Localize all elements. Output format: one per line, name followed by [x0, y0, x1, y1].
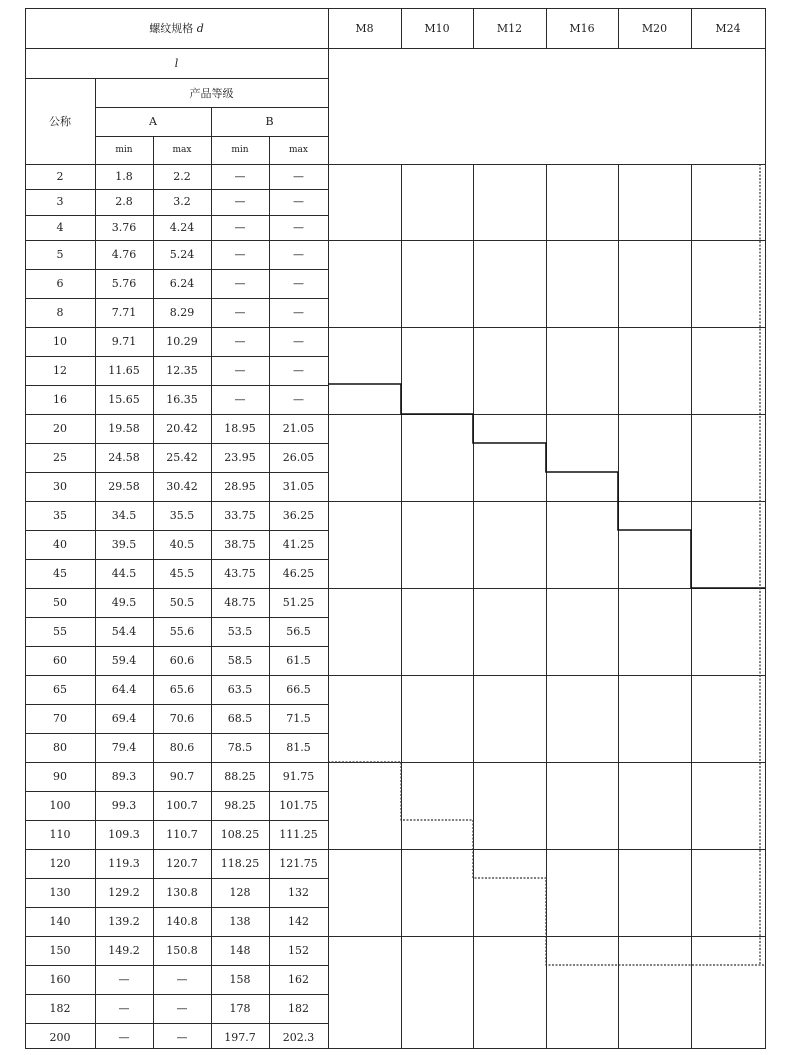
grade-b-min-cell: — — [234, 170, 246, 184]
nominal-length-cell: 30 — [53, 479, 67, 493]
size-header-m16: M16 — [569, 21, 595, 35]
max-length-boundary — [328, 164, 765, 965]
grade-b-min-cell: 33.75 — [224, 508, 256, 522]
b-max-header: max — [289, 145, 308, 155]
grade-a-min-cell: — — [118, 972, 130, 986]
nominal-length-cell: 2 — [56, 170, 64, 184]
grade-b-max-cell: — — [293, 392, 304, 406]
size-header-m12: M12 — [496, 21, 523, 35]
a-min-header: min — [115, 145, 133, 155]
grade-b-min-cell: 88.25 — [224, 769, 256, 783]
grade-a-min-cell: 15.65 — [108, 392, 140, 406]
grade-a-max-cell: 150.8 — [166, 943, 198, 957]
grade-a-max-cell: 50.5 — [169, 595, 195, 609]
grade-a-max-cell: — — [176, 1001, 188, 1015]
grade-b-max-cell: — — [293, 220, 304, 234]
grade-a-max-cell: 110.7 — [166, 827, 198, 841]
grade-a-max-cell: 12.35 — [166, 363, 198, 377]
grade-b-max-cell: — — [293, 305, 304, 319]
grade-a-max-cell: 5.24 — [169, 247, 195, 261]
nominal-header: 公称 — [49, 115, 71, 128]
grade-b-min-cell: — — [234, 247, 246, 261]
min-length-boundary — [328, 384, 765, 588]
grade-b-max-cell: 31.05 — [282, 479, 315, 493]
grade-a-min-cell: 54.4 — [111, 624, 137, 638]
nominal-length-cell: 3 — [56, 195, 64, 209]
b-min-header: min — [231, 145, 249, 155]
grade-b-max-cell: 132 — [288, 885, 309, 899]
grade-b-max-cell: 61.5 — [286, 653, 311, 667]
grade-a-max-cell: 40.5 — [169, 537, 195, 551]
grade-b-min-cell: 148 — [229, 943, 251, 957]
grade-a-min-cell: 69.4 — [111, 711, 137, 725]
grade-b-min-cell: 98.25 — [224, 798, 256, 812]
grade-a-max-cell: 10.29 — [166, 334, 198, 348]
grade-b-min-cell: 118.25 — [220, 856, 260, 870]
grade-b-max-cell: 21.05 — [282, 421, 315, 435]
grade-a-min-cell: — — [118, 1001, 130, 1015]
grade-b-min-cell: 43.75 — [224, 566, 256, 580]
grade-a-max-cell: 70.6 — [169, 711, 195, 725]
grade-b-min-cell: 178 — [229, 1001, 251, 1015]
grade-b-header: B — [265, 115, 274, 128]
nominal-length-cell: 16 — [53, 392, 67, 406]
size-header-m20: M20 — [641, 21, 668, 35]
nominal-length-cell: 50 — [53, 595, 67, 609]
grade-b-max-cell: 142 — [288, 914, 309, 928]
nominal-length-cell: 35 — [53, 508, 67, 522]
grade-a-max-cell: 25.42 — [166, 450, 198, 464]
nominal-length-cell: 140 — [49, 914, 71, 928]
nominal-length-cell: 40 — [53, 537, 67, 551]
grade-a-min-cell: 64.4 — [111, 682, 137, 696]
grade-b-min-cell: 48.75 — [224, 595, 256, 609]
grade-a-max-cell: 4.24 — [169, 220, 195, 234]
grade-a-min-cell: 59.4 — [111, 653, 137, 667]
grade-a-min-cell: 2.8 — [115, 195, 133, 209]
grade-b-min-cell: 68.5 — [227, 711, 253, 725]
grade-b-max-cell: 162 — [288, 972, 309, 986]
size-header-m8: M8 — [355, 21, 374, 35]
grade-b-min-cell: — — [234, 305, 246, 319]
grade-a-min-cell: 3.76 — [111, 220, 137, 234]
grade-a-min-cell: 29.58 — [108, 479, 140, 493]
grade-b-min-cell: — — [234, 220, 246, 234]
grade-a-min-cell: 34.5 — [111, 508, 137, 522]
grade-a-max-cell: 30.42 — [166, 479, 198, 493]
nominal-length-cell: 60 — [53, 653, 67, 667]
grade-b-max-cell: — — [293, 363, 304, 377]
grade-a-max-cell: 2.2 — [173, 170, 191, 184]
grade-b-max-cell: 56.5 — [286, 624, 311, 638]
grade-a-max-cell: 80.6 — [169, 740, 195, 754]
grade-b-min-cell: — — [234, 363, 246, 377]
grade-a-min-cell: — — [118, 1030, 130, 1044]
grade-a-min-cell: 4.76 — [111, 247, 137, 261]
grade-a-max-cell: 20.42 — [166, 421, 198, 435]
grade-a-min-cell: 11.65 — [108, 363, 140, 377]
grade-b-max-cell: — — [293, 334, 304, 348]
grade-b-max-cell: — — [293, 170, 304, 184]
length-header: l — [174, 56, 179, 70]
nominal-length-cell: 12 — [53, 363, 67, 377]
grade-a-min-cell: 149.2 — [108, 943, 140, 957]
grade-a-min-cell: 39.5 — [111, 537, 137, 551]
grade-b-min-cell: 158 — [229, 972, 251, 986]
grade-a-max-cell: 65.6 — [169, 682, 195, 696]
grade-a-max-cell: — — [176, 1030, 188, 1044]
nominal-length-cell: 100 — [49, 798, 71, 812]
thread-spec-var: d — [196, 21, 204, 35]
grade-b-max-cell: — — [293, 276, 304, 290]
grade-a-min-cell: 49.5 — [111, 595, 137, 609]
grade-a-min-cell: 139.2 — [108, 914, 140, 928]
range-boundaries — [328, 384, 765, 588]
grade-b-max-cell: 26.05 — [282, 450, 315, 464]
grade-b-max-cell: 36.25 — [282, 508, 315, 522]
grade-a-max-cell: 6.24 — [169, 276, 195, 290]
nominal-length-cell: 110 — [49, 827, 71, 841]
nominal-length-cell: 65 — [53, 682, 67, 696]
grade-a-max-cell: 16.35 — [166, 392, 198, 406]
grade-a-max-cell: 140.8 — [166, 914, 198, 928]
grade-b-max-cell: 46.25 — [282, 566, 315, 580]
grade-b-max-cell: — — [293, 195, 304, 209]
grade-a-min-cell: 129.2 — [108, 885, 140, 899]
grade-header: 产品等级 — [189, 86, 234, 100]
nominal-length-cell: 10 — [53, 334, 67, 348]
grade-a-min-cell: 44.5 — [111, 566, 137, 580]
nominal-length-cell: 150 — [49, 943, 71, 957]
grade-b-min-cell: 38.75 — [224, 537, 256, 551]
grade-a-max-cell: 3.2 — [173, 195, 191, 209]
nominal-length-cell: 45 — [53, 566, 67, 580]
grade-a-min-cell: 1.8 — [115, 170, 133, 184]
grade-b-max-cell: 182 — [288, 1001, 309, 1015]
nominal-length-cell: 200 — [49, 1030, 71, 1044]
grade-a-max-cell: 45.5 — [169, 566, 195, 580]
grade-a-max-cell: 55.6 — [169, 624, 195, 638]
grade-b-min-cell: 18.95 — [224, 421, 256, 435]
grade-b-max-cell: 71.5 — [286, 711, 311, 725]
nominal-length-cell: 130 — [49, 885, 71, 899]
thread-spec-label: 螺纹规格 — [149, 22, 194, 35]
grade-a-min-cell: 119.3 — [108, 856, 140, 870]
grade-b-max-cell: — — [293, 247, 304, 261]
grade-a-min-cell: 24.58 — [108, 450, 140, 464]
nominal-length-cell: 6 — [56, 276, 64, 290]
grade-b-min-cell: 58.5 — [227, 653, 253, 667]
a-max-header: max — [172, 145, 192, 155]
grade-a-max-cell: — — [176, 972, 188, 986]
grade-a-min-cell: 7.71 — [111, 305, 137, 319]
grade-b-min-cell: — — [234, 392, 246, 406]
grade-b-max-cell: 152 — [288, 943, 309, 957]
grade-a-min-cell: 109.3 — [108, 827, 140, 841]
grade-a-min-cell: 89.3 — [111, 769, 137, 783]
grade-a-max-cell: 90.7 — [169, 769, 195, 783]
grade-b-min-cell: — — [234, 276, 246, 290]
grade-b-max-cell: 81.5 — [286, 740, 311, 754]
nominal-length-cell: 120 — [49, 856, 71, 870]
nominal-length-cell: 90 — [53, 769, 67, 783]
grade-a-min-cell: 5.76 — [111, 276, 137, 290]
grade-b-min-cell: 108.25 — [220, 827, 260, 841]
grade-b-max-cell: 51.25 — [282, 595, 315, 609]
grade-b-min-cell: 53.5 — [227, 624, 253, 638]
thread-spec-header — [25, 8, 328, 48]
nominal-length-cell: 80 — [53, 740, 67, 754]
grade-a-max-cell: 120.7 — [166, 856, 198, 870]
nominal-length-cell: 8 — [56, 305, 64, 319]
grade-b-min-cell: — — [234, 334, 246, 348]
grade-b-max-cell: 101.75 — [279, 798, 318, 812]
grade-b-max-cell: 91.75 — [282, 769, 315, 783]
grade-a-max-cell: 35.5 — [169, 508, 195, 522]
nominal-length-cell: 5 — [56, 247, 64, 261]
grade-a-min-cell: 9.71 — [111, 334, 137, 348]
grade-a-max-cell: 130.8 — [166, 885, 198, 899]
grade-b-max-cell: 121.75 — [279, 856, 318, 870]
grade-b-max-cell: 66.5 — [286, 682, 311, 696]
grade-b-min-cell: 138 — [229, 914, 251, 928]
nominal-length-cell: 70 — [53, 711, 67, 725]
grade-b-min-cell: — — [234, 195, 246, 209]
grade-b-max-cell: 202.3 — [282, 1030, 315, 1044]
grade-b-min-cell: 78.5 — [227, 740, 253, 754]
grade-a-min-cell: 99.3 — [111, 798, 137, 812]
nominal-length-cell: 160 — [49, 972, 71, 986]
nominal-length-cell: 25 — [53, 450, 67, 464]
grade-b-min-cell: 197.7 — [224, 1030, 256, 1044]
grade-b-min-cell: 63.5 — [227, 682, 253, 696]
nominal-length-cell: 4 — [56, 220, 64, 234]
grade-a-max-cell: 60.6 — [169, 653, 195, 667]
size-header-m24: M24 — [715, 21, 741, 35]
grade-a-min-cell: 79.4 — [111, 740, 137, 754]
size-header-m10: M10 — [424, 21, 450, 35]
grade-b-max-cell: 111.25 — [279, 827, 318, 841]
grade-a-header: A — [149, 115, 157, 128]
nominal-length-cell: 20 — [53, 421, 67, 435]
grade-a-max-cell: 8.29 — [169, 305, 195, 319]
grade-b-max-cell: 41.25 — [282, 537, 315, 551]
grade-a-min-cell: 19.58 — [108, 421, 140, 435]
grade-a-max-cell: 100.7 — [166, 798, 198, 812]
grade-b-min-cell: 23.95 — [224, 450, 256, 464]
grade-b-min-cell: 128 — [229, 885, 251, 899]
nominal-length-cell: 55 — [53, 624, 67, 638]
nominal-length-cell: 182 — [49, 1001, 71, 1015]
grade-b-min-cell: 28.95 — [224, 479, 256, 493]
